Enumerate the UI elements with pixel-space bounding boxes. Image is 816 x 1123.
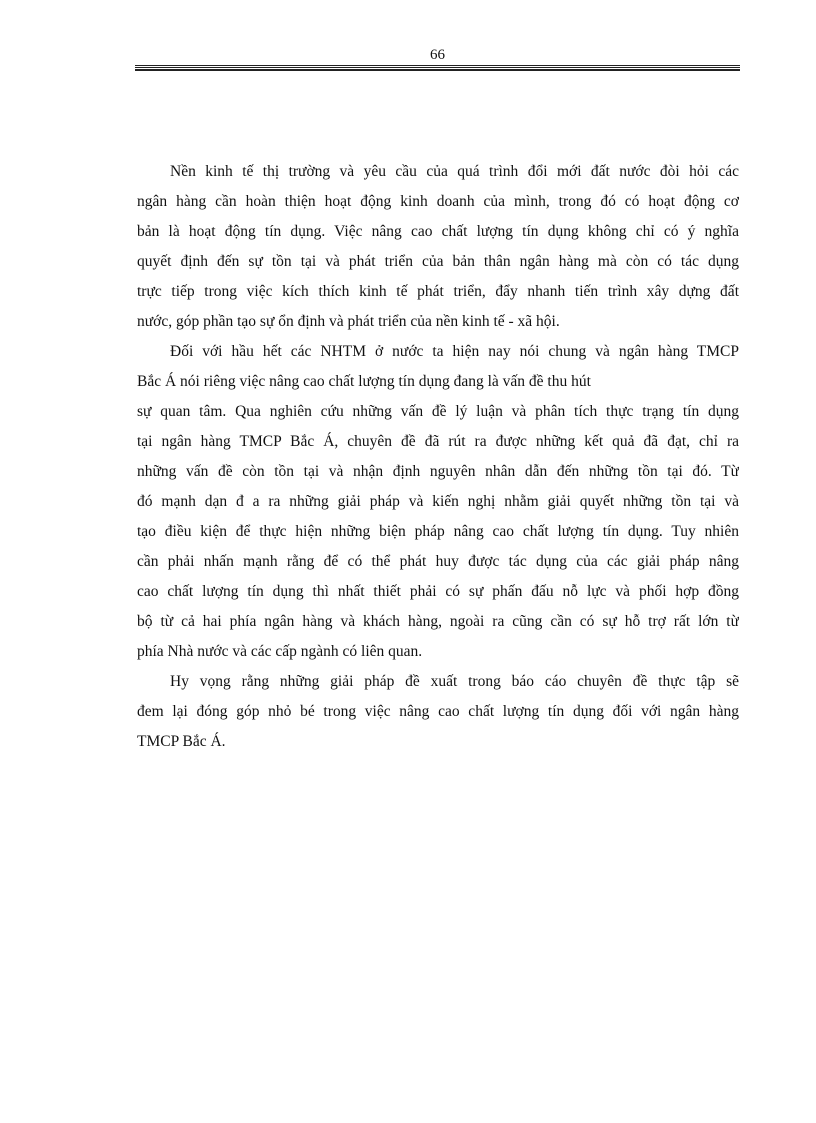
paragraph-line: bộ từ cả hai phía ngân hàng và khách hàng, ngoài ra cũng cần có sự hỗ trợ rất lớn từ	[137, 613, 739, 630]
paragraph-line: Nền kinh tế thị trường và yêu cầu của quá trình đổi mới đất nước đòi hỏi các	[170, 163, 739, 180]
header-rule	[135, 69, 740, 71]
paragraph-line: quyết định đến sự tồn tại và phát triển của bản thân ngân hàng mà còn có tác dụng	[137, 253, 739, 270]
paragraph-line: tại ngân hàng TMCP Bắc Á, chuyên đề đã rút ra được những kết quả đã đạt, chỉ ra	[137, 433, 739, 450]
paragraph-line: đem lại đóng góp nhỏ bé trong việc nâng cao chất lượng tín dụng đối với ngân hàng	[137, 703, 739, 720]
paragraph-line: những vấn đề còn tồn tại và nhận định nguyên nhân dẫn đến những tồn tại đó. Từ	[137, 463, 739, 480]
paragraph-line: cần phải nhấn mạnh rằng để có thể phát huy được tác dụng của các giải pháp nâng	[137, 553, 739, 570]
header-rule	[135, 67, 740, 68]
paragraph-line: bản là hoạt động tín dụng. Việc nâng cao chất lượng tín dụng không chỉ có ý nghĩa	[137, 223, 739, 240]
paragraph-line: tạo điều kiện để thực hiện những biện pháp nâng cao chất lượng tín dụng. Tuy nhiên	[137, 523, 739, 540]
paragraph-line: Đối với hầu hết các NHTM ở nước ta hiện nay nói chung và ngân hàng TMCP	[170, 343, 739, 360]
paragraph-line: trực tiếp trong việc kích thích kinh tế phát triển, đẩy nhanh tiến trình xây dựng đất	[137, 283, 739, 300]
header-rule	[135, 65, 740, 66]
paragraph-line: Bắc Á nói riêng việc nâng cao chất lượng tín dụng đang là vấn đề thu hút	[137, 373, 591, 390]
page-number: 66	[430, 47, 445, 63]
paragraph-line: ngân hàng cần hoàn thiện hoạt động kinh doanh của mình, trong đó có hoạt động cơ	[137, 193, 739, 210]
paragraph-line: sự quan tâm. Qua nghiên cứu những vấn đề lý luận và phân tích thực trạng tín dụng	[137, 403, 739, 420]
paragraph-line: nước, góp phần tạo sự ổn định và phát triển của nền kinh tế - xã hội.	[137, 313, 560, 330]
body-text	[137, 157, 739, 757]
paragraph-line: đó mạnh dạn đ a ra những giải pháp và kiến nghị nhằm giải quyết những tồn tại và	[137, 493, 739, 510]
paragraph-line: TMCP Bắc Á.	[137, 733, 226, 750]
paragraph-line: Hy vọng rằng những giải pháp đề xuất trong báo cáo chuyên đề thực tập sẽ	[170, 673, 739, 690]
paragraph-line: phía Nhà nước và các cấp ngành có liên quan.	[137, 643, 423, 660]
paragraph-line: cao chất lượng tín dụng thì nhất thiết phải có sự phấn đấu nỗ lực và phối hợp đồng	[137, 583, 739, 600]
